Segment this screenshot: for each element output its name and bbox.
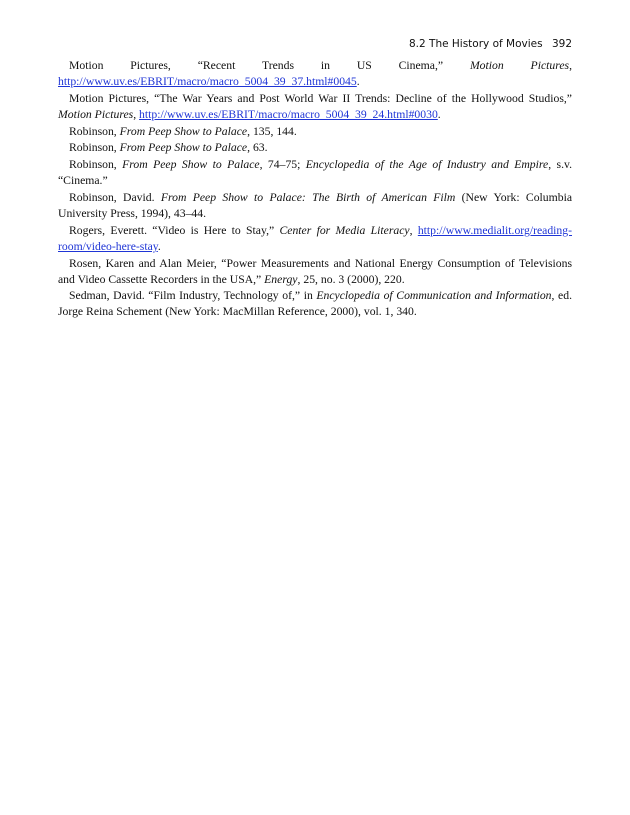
reference-text: , 74–75;: [259, 158, 306, 172]
reference-text: ,: [409, 223, 418, 237]
reference-text: , 63.: [247, 141, 268, 155]
reference-entry: [58, 256, 572, 288]
references-list: [58, 58, 572, 321]
reference-entry: [58, 140, 572, 156]
reference-entry: [58, 190, 572, 222]
reference-title: Motion Pictures: [58, 107, 134, 121]
reference-text: Rosen, Karen and Alan Meier, “Power Measurements and National Energy Consumption of Televisions and Video Cassette Recorders in the USA,”: [58, 256, 572, 286]
reference-title: From Peep Show to Palace: [119, 141, 248, 155]
reference-entry: [58, 58, 572, 90]
reference-title: Encyclopedia of the Age of Industry and Empire: [305, 158, 549, 172]
reference-link[interactable]: http://www.uv.es/EBRIT/macro/macro_5004_39_24.html#0030: [139, 107, 438, 121]
reference-title: From Peep Show to Palace: [119, 124, 248, 138]
reference-link[interactable]: http://www.medialit.org/reading-room/video-here-stay: [58, 223, 573, 253]
reference-text: (New York: Columbia University Press, 1994), 43–44.: [58, 190, 573, 220]
reference-entry: [58, 124, 572, 140]
reference-title: From Peep Show to Palace: The Birth of American Film: [160, 190, 456, 204]
reference-text: , 135, 144.: [247, 124, 297, 138]
reference-text: Robinson,: [69, 158, 123, 172]
reference-text: , ed. Jorge Reina Schement (New York: MacMillan Reference, 2000), vol. 1, 340.: [58, 289, 573, 319]
reference-title: Center for Media Literacy: [279, 223, 410, 237]
reference-link[interactable]: http://www.uv.es/EBRIT/macro/macro_5004_39_37.html#0045: [58, 75, 357, 88]
reference-text: , 25, no. 3 (2000), 220.: [297, 272, 405, 286]
section-title: 8.2 The History of Movies: [409, 38, 543, 50]
reference-text: ,: [133, 107, 140, 121]
reference-title: Motion Pictures: [469, 59, 570, 72]
page-number: 392: [551, 38, 572, 50]
reference-text: Robinson,: [69, 124, 120, 138]
reference-title: Encyclopedia of Communication and Information: [316, 289, 552, 303]
reference-entry: [58, 157, 572, 189]
reference-text: Rogers, Everett. “Video is Here to Stay,”: [69, 223, 280, 237]
reference-text: ,: [569, 59, 572, 72]
reference-entry: [58, 288, 572, 320]
reference-title: From Peep Show to Palace: [122, 158, 260, 172]
reference-text: Robinson,: [69, 141, 120, 155]
reference-text: , s.v. “Cinema.”: [58, 158, 572, 188]
reference-text: Sedman, David. “Film Industry, Technology of,” in: [69, 289, 317, 303]
reference-text: .: [356, 75, 360, 88]
reference-entry: [58, 223, 572, 255]
reference-text: Motion Pictures, “Recent Trends in US Cinema,”: [69, 59, 470, 72]
reference-title: Energy: [264, 272, 298, 286]
reference-text: .: [437, 107, 441, 121]
reference-text: Motion Pictures, “The War Years and Post World War II Trends: Decline of the Hollywood Studios,”: [69, 91, 572, 105]
reference-entry: [58, 91, 572, 123]
reference-text: Robinson, David.: [69, 190, 161, 204]
running-header: [409, 38, 572, 50]
reference-text: .: [157, 239, 161, 253]
